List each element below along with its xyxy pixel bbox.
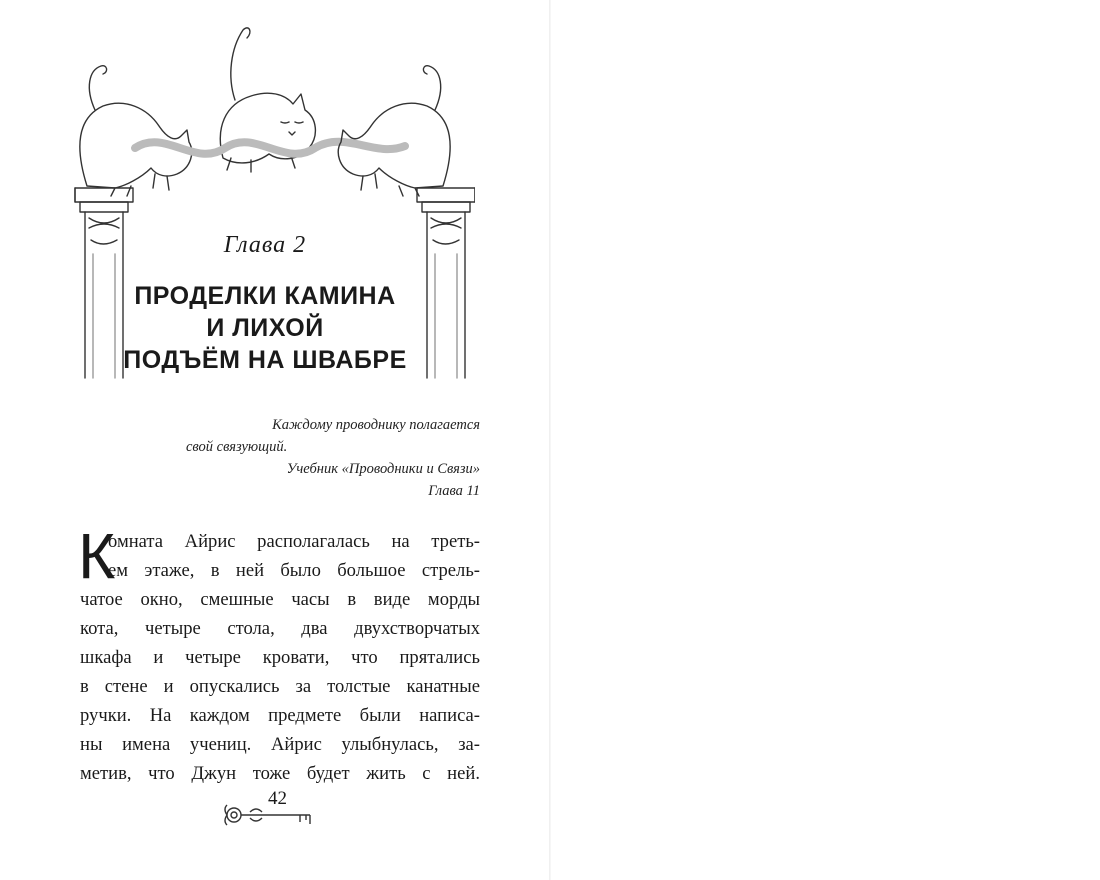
- body-text-left: [80, 527, 480, 788]
- chapter-title-line: ПОДЪЁМ НА ШВАБРЕ: [123, 346, 407, 374]
- chapter-title: [60, 280, 470, 376]
- text-line: ем этаже, в ней было большое стрель-: [108, 560, 480, 581]
- text-line: ны имена учениц. Айрис улыбнулась, за-: [80, 734, 480, 755]
- chapter-title-line: И ЛИХОЙ: [206, 314, 324, 342]
- epigraph-source: Учебник «Проводники и Связи»: [286, 461, 480, 477]
- right-page: [550, 0, 1100, 880]
- epigraph-line: Каждому проводнику полагается: [272, 417, 480, 433]
- page-number: 42: [268, 788, 287, 809]
- text-line: чатое окно, смешные часы в виде морды: [80, 589, 480, 610]
- text-line: кота, четыре стола, два двухстворчатых: [80, 618, 480, 639]
- epigraph-source-chapter: Глава 11: [428, 483, 480, 499]
- folio-left: [220, 788, 320, 828]
- text-line: шкафа и четыре кровати, что прятались: [80, 647, 480, 668]
- epigraph-line: свой связующий.: [186, 439, 288, 455]
- chapter-title-line: ПРОДЕЛКИ КАМИНА: [134, 282, 396, 310]
- epigraph: [180, 414, 480, 502]
- text-line: омната Айрис располагалась на треть-: [108, 531, 480, 552]
- text-line: в стене и опускались за толстые канатные: [80, 676, 480, 697]
- text-line: ручки. На каждом предмете были написа-: [80, 705, 480, 726]
- chapter-label: Глава 2: [223, 232, 307, 258]
- drop-cap: К: [78, 520, 116, 592]
- key-icon: [220, 800, 320, 830]
- text-line: метив, что Джун тоже будет жить с ней.: [80, 763, 480, 784]
